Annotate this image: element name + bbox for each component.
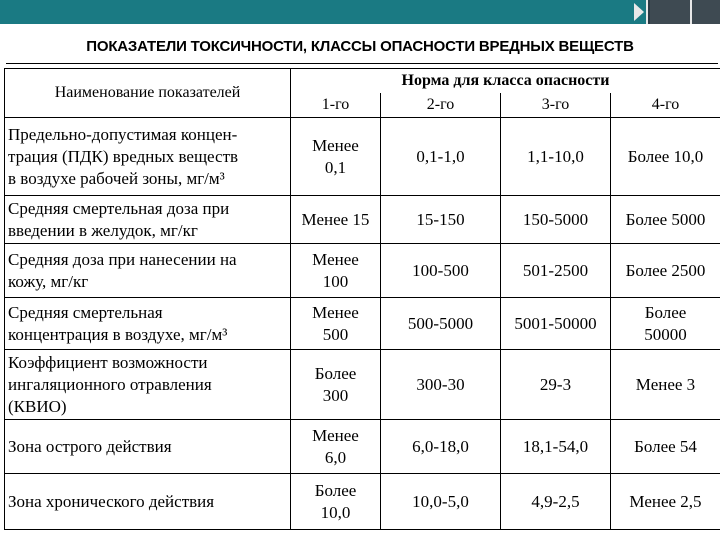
class-1-value-line: 6,0 [324, 447, 347, 467]
class-1-value-line: 500 [322, 324, 349, 344]
indicator-name-line: трация (ПДК) вредных веществ [8, 146, 239, 166]
class-4-value-line: 50000 [644, 324, 687, 344]
title-underline [6, 63, 718, 64]
indicator-name-line: Средняя смертельная доза при [8, 198, 230, 218]
top-bar-divider [646, 0, 648, 24]
table-row [5, 196, 720, 244]
class-1-value-line: Менее [312, 302, 359, 322]
indicator-name-line: (КВИО) [8, 396, 67, 416]
class-3-value: 18,1-54,0 [501, 420, 611, 474]
top-bar-arrow-icon [634, 3, 644, 21]
class-4-value-line: Менее 3 [635, 374, 696, 394]
class-1-value [291, 420, 381, 474]
header-hazard-norm: Норма для класса опасности [291, 69, 720, 94]
table-row [5, 420, 720, 474]
class-2-value: 300-30 [381, 350, 501, 420]
class-4-value [611, 350, 720, 420]
class-4-value-line: Более 5000 [625, 209, 706, 229]
class-2-value: 6,0-18,0 [381, 420, 501, 474]
indicator-name [5, 118, 291, 196]
class-4-value [611, 244, 720, 298]
header-indicator-name: Наименование показателей [5, 69, 291, 118]
class-3-value: 501-2500 [501, 244, 611, 298]
header-class-3: 3-го [501, 93, 611, 118]
indicator-name-line: Предельно-допустимая концен- [8, 124, 238, 144]
class-1-value-line: Более [314, 363, 357, 383]
class-4-value [611, 474, 720, 530]
indicator-name-line: Коэффициент возможности [8, 352, 208, 372]
class-1-value [291, 350, 381, 420]
class-1-value [291, 244, 381, 298]
indicator-name [5, 474, 291, 530]
class-1-value-line: 100 [322, 271, 349, 291]
indicator-name-line: введении в желудок, мг/кг [8, 220, 198, 240]
indicator-name-line: кожу, мг/кг [8, 271, 89, 291]
header-class-4: 4-го [611, 93, 720, 118]
class-2-value: 100-500 [381, 244, 501, 298]
table-row [5, 298, 720, 350]
class-3-value: 1,1-10,0 [501, 118, 611, 196]
indicator-name [5, 350, 291, 420]
top-bar-end-block [650, 0, 720, 24]
class-4-value-line: Более [644, 302, 687, 322]
class-1-value [291, 298, 381, 350]
class-1-value-line: Более [314, 480, 357, 500]
class-1-value-line: 0,1 [324, 157, 347, 177]
indicator-name [5, 420, 291, 474]
document-title: ПОКАЗАТЕЛИ ТОКСИЧНОСТИ, КЛАССЫ ОПАСНОСТИ ВРЕДНЫХ ВЕЩЕСТВ [86, 38, 634, 55]
class-1-value-line: Менее 15 [301, 209, 370, 229]
class-3-value: 5001-50000 [501, 298, 611, 350]
indicator-name-line: Средняя доза при нанесении на [8, 249, 237, 269]
class-3-value: 4,9-2,5 [501, 474, 611, 530]
toxicity-table [4, 68, 720, 530]
table-row [5, 350, 720, 420]
class-3-value: 150-5000 [501, 196, 611, 244]
indicator-name-line: Зона острого действия [8, 436, 172, 456]
indicator-name [5, 244, 291, 298]
header-row-top [5, 69, 720, 94]
class-4-value [611, 196, 720, 244]
indicator-name-line: в воздухе рабочей зоны, мг/м³ [8, 168, 225, 188]
indicator-name-line: ингаляционного отравления [8, 374, 212, 394]
table-row [5, 244, 720, 298]
class-4-value [611, 420, 720, 474]
class-1-value-line: Менее [312, 425, 359, 445]
top-bar-accent [0, 0, 646, 24]
class-4-value-line: Более 54 [634, 436, 697, 456]
class-2-value: 500-5000 [381, 298, 501, 350]
class-4-value [611, 298, 720, 350]
indicator-name-line: Средняя смертельная [8, 302, 163, 322]
class-1-value-line: 10,0 [320, 502, 351, 522]
class-4-value-line: Более 10,0 [627, 146, 704, 166]
class-1-value [291, 474, 381, 530]
class-1-value-line: Менее [312, 135, 359, 155]
class-1-value-line: 300 [322, 385, 349, 405]
indicator-name-line: концентрация в воздухе, мг/м³ [8, 324, 228, 344]
class-3-value: 29-3 [501, 350, 611, 420]
slide-top-bar [0, 0, 720, 24]
class-2-value: 10,0-5,0 [381, 474, 501, 530]
class-4-value-line: Менее 2,5 [629, 491, 702, 511]
indicator-name [5, 196, 291, 244]
table-row [5, 118, 720, 196]
header-class-2: 2-го [381, 93, 501, 118]
class-4-value-line: Более 2500 [625, 260, 706, 280]
class-2-value: 15-150 [381, 196, 501, 244]
class-1-value [291, 118, 381, 196]
header-class-1: 1-го [291, 93, 381, 118]
class-2-value: 0,1-1,0 [381, 118, 501, 196]
class-1-value [291, 196, 381, 244]
top-bar-divider [690, 0, 692, 24]
class-1-value-line: Менее [312, 249, 359, 269]
indicator-name [5, 298, 291, 350]
indicator-name-line: Зона хронического действия [8, 491, 215, 511]
class-4-value [611, 118, 720, 196]
table-row [5, 474, 720, 530]
